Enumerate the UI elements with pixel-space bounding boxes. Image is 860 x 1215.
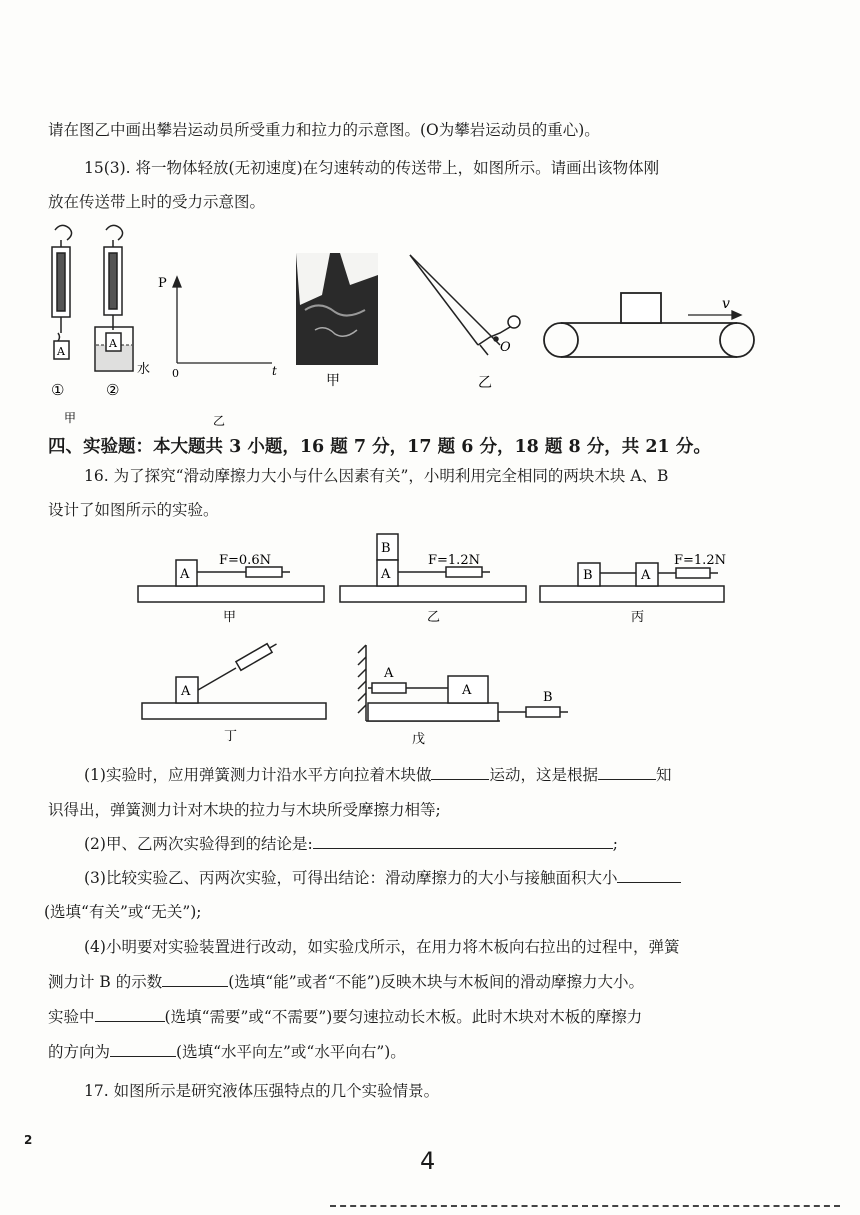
setup-ding bbox=[142, 640, 326, 719]
label-bing: 丙 bbox=[631, 610, 645, 625]
label-circle-1: ① bbox=[51, 381, 65, 399]
q17-line-1: 17. 如图所示是研究液体压强特点的几个实验情景。 bbox=[84, 1082, 440, 1100]
velocity-arrow bbox=[688, 311, 741, 319]
q16-part1-line1: (1)实验时，应用弹簧测力计沿水平方向拉着木块做 运动，这是根据 知 bbox=[84, 766, 672, 784]
margin-number: 2 bbox=[24, 1133, 33, 1147]
setup-yi bbox=[340, 534, 526, 602]
setup-bing bbox=[540, 563, 724, 602]
block-b-bing: B bbox=[583, 568, 593, 583]
spring-scale-1 bbox=[52, 225, 72, 341]
block-a-bing: A bbox=[641, 568, 651, 583]
q16-intro-1: 16. 为了探究“滑动摩擦力大小与什么因素有关”，小明利用完全相同的两块木块 A、B bbox=[84, 467, 669, 485]
q16-intro-2: 设计了如图所示的实验。 bbox=[48, 501, 219, 519]
q15-line-1: 请在图乙中画出攀岩运动员所受重力和拉力的示意图。(O为攀岩运动员的重心)。 bbox=[48, 121, 600, 139]
answer-blank-2[interactable] bbox=[598, 765, 656, 780]
q16-part2: (2)甲、乙两次实验得到的结论是: ; bbox=[84, 835, 618, 853]
block-a-yi: A bbox=[381, 567, 391, 582]
label-a-wu-scale: A bbox=[384, 666, 394, 681]
velocity-label: v bbox=[722, 296, 730, 312]
block-a-label-1: A bbox=[57, 345, 65, 358]
answer-blank-7[interactable] bbox=[110, 1042, 176, 1057]
block-a-label-2: A bbox=[109, 337, 117, 350]
spring-scale-2 bbox=[104, 225, 123, 330]
q16-part4-line1: (4)小明要对实验装置进行改动，如实验戊所示，在用力将木板向右拉出的过程中，弹簧 bbox=[84, 938, 680, 956]
friction-experiment-figure bbox=[0, 525, 860, 755]
q15-line-3: 放在传送带上时的受力示意图。 bbox=[48, 193, 266, 211]
q16-part1-line2: 识得出，弹簧测力计对木块的拉力与木块所受摩擦力相等; bbox=[48, 801, 441, 819]
q16-part4-line2: 测力计 B 的示数 (选填“能”或者“不能”)反映木块与木板间的滑动摩擦力大小。 bbox=[48, 973, 645, 991]
label-wu: 戊 bbox=[412, 732, 426, 747]
q15-line-2: 15(3). 将一物体轻放(无初速度)在匀速转动的传送带上，如图所示。请画出该物体刚 bbox=[84, 159, 660, 177]
block-a-ding: A bbox=[181, 684, 191, 699]
center-of-gravity-o bbox=[494, 337, 498, 341]
label-ding: 丁 bbox=[224, 729, 238, 744]
label-yi: 乙 bbox=[427, 610, 441, 625]
q16-part4-line4: 的方向为 (选填“水平向左”或“水平向右”)。 bbox=[48, 1043, 406, 1061]
axis-t-label: t bbox=[272, 364, 277, 378]
force-label-bing: F=1.2N bbox=[674, 553, 726, 568]
axis-origin-label: 0 bbox=[172, 367, 179, 380]
climber-o-label: O bbox=[500, 340, 511, 355]
bottom-scan-edge bbox=[330, 1205, 840, 1210]
block-a-wu: A bbox=[462, 683, 472, 698]
answer-blank-5[interactable] bbox=[162, 972, 228, 987]
photo-label-jia: 甲 bbox=[326, 373, 340, 389]
pt-graph-axes bbox=[173, 277, 272, 363]
label-jia-small: 甲 bbox=[64, 411, 77, 425]
conveyor-belt bbox=[544, 323, 754, 357]
q16-part3-line2: (选填“有关”或“无关”); bbox=[44, 903, 202, 921]
answer-blank-3[interactable] bbox=[313, 834, 613, 849]
climber-label-yi: 乙 bbox=[478, 375, 492, 391]
answer-blank-1[interactable] bbox=[431, 765, 489, 780]
answer-blank-6[interactable] bbox=[95, 1007, 165, 1022]
label-circle-2: ② bbox=[106, 381, 120, 399]
block-a-jia: A bbox=[180, 567, 190, 582]
q16-part4-line3: 实验中 (选填“需要”或“不需要”)要匀速拉动长木板。此时木块对木板的摩擦力 bbox=[48, 1008, 643, 1026]
label-b-wu-scale: B bbox=[543, 690, 553, 705]
water-label: 水 bbox=[137, 362, 151, 377]
section-4-heading: 四、实验题：本大题共 3 小题，16 题 7 分，17 题 6 分，18 题 8 分，共 21 分。 bbox=[48, 437, 711, 457]
q16-part3-line1: (3)比较实验乙、丙两次实验，可得出结论：滑动摩擦力的大小与接触面积大小 bbox=[84, 866, 681, 888]
climbing-photo bbox=[296, 253, 378, 365]
object-on-belt bbox=[621, 293, 661, 323]
block-b-yi: B bbox=[381, 541, 391, 556]
axis-p-label: P bbox=[158, 276, 167, 291]
label-jia: 甲 bbox=[223, 610, 237, 625]
force-label-yi: F=1.2N bbox=[428, 553, 480, 568]
answer-blank-4[interactable] bbox=[617, 868, 681, 883]
figure-row-1 bbox=[0, 215, 860, 435]
force-label-jia: F=0.6N bbox=[219, 553, 271, 568]
label-yi-small: 乙 bbox=[213, 414, 226, 428]
page-number: 4 bbox=[420, 1147, 436, 1175]
